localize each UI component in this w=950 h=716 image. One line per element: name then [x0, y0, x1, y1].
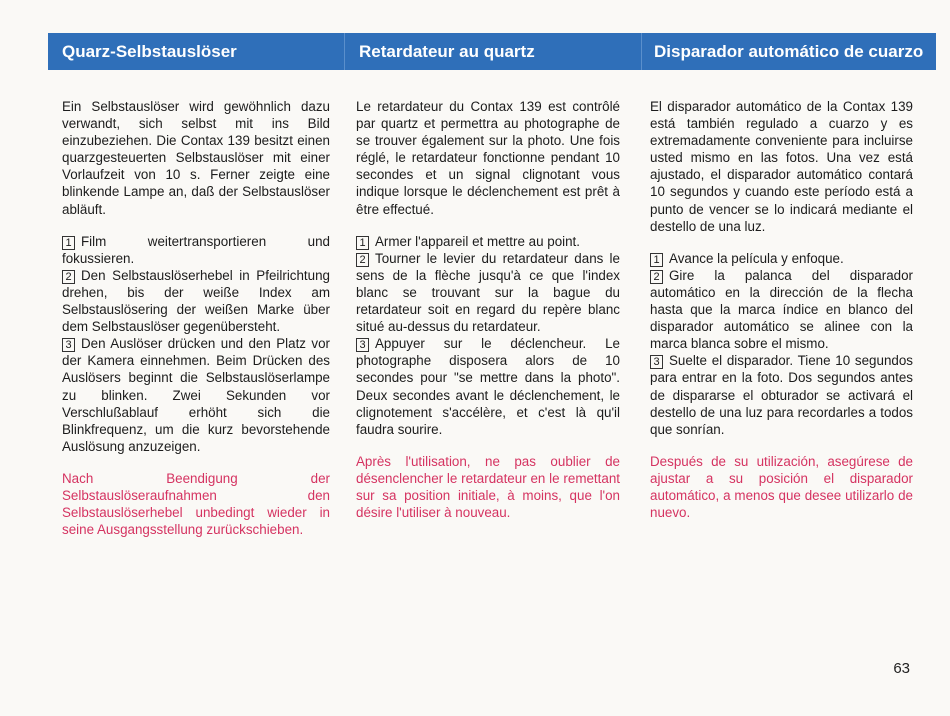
- column-german: [62, 98, 330, 553]
- step-text: Appuyer sur le déclencheur. Le photographe disposera alors de 10 secondes pour "se mettre dans la photo". Deux secondes avant le déclenchement, le clignotement s'accélère, et c'est là qu'il faudra sourire.: [356, 336, 620, 437]
- intro-paragraph: Ein Selbstauslöser wird gewöhnlich dazu verwandt, sich selbst mit ins Bild einzubeziehen. Die Contax 139 besitzt einen quarzgesteuerten Selbstauslöser mit einer Vorlaufzeit von 10 s. Ferner zeigte eine blinkende Lampe an, daß der Selbstauslöser abläuft.: [62, 99, 330, 217]
- header-bar: [48, 33, 936, 70]
- step-text: Den Selbstauslöserhebel in Pfeilrichtung drehen, bis der weiße Index am Selbstauslösering der weißen Marke über dem Selbstauslöser gegenübersteht.: [62, 267, 330, 335]
- step-text: Tourner le levier du retardateur dans le sens de la flèche jusqu'à ce que l'index blanc se trouvant sur la bague du retardateur soit en regard du repère blanc situé au-dessus du retardateur.: [356, 250, 620, 335]
- step-number: 3: [650, 355, 663, 369]
- step-item: [62, 267, 330, 335]
- step-item: [650, 352, 913, 437]
- step-number: 2: [356, 253, 369, 267]
- step-number: 1: [356, 236, 369, 250]
- column-spanish: [650, 98, 913, 536]
- step-text: Gire la palanca del disparador automático en la dirección de la flecha hasta que la marca índice en blanco del disparador automático se alinee con la marca blanca sobre el mismo.: [650, 267, 913, 352]
- step-item: [62, 335, 330, 455]
- page-number: 63: [893, 660, 910, 677]
- step-item: [356, 335, 620, 438]
- step-item: [356, 250, 620, 335]
- step-number: 1: [650, 253, 663, 267]
- steps-list: [62, 233, 330, 455]
- intro-paragraph: El disparador automático de la Contax 139 está también regulado a cuarzo y es extremadamente conveniente para incluirse usted mismo en las fotos. Una vez está ajustado, el disparador automático contará 10 segundos y cuando este período está a punto de vencer se lo indicará mediante el destello de una luz.: [650, 99, 913, 234]
- header-spanish: Disparador automático de cuarzo: [654, 42, 924, 61]
- step-number: 2: [62, 270, 75, 284]
- intro-paragraph: Le retardateur du Contax 139 est contrôlé par quartz et permettra au photographe de se trouver également sur la photo. Une fois réglé, le retardateur fonctionne pendant 10 secondes et un signal clignotant vous indique lorsque le déclenchement est prêt à être effectué.: [356, 99, 620, 217]
- step-text: Film weitertransportieren und fokussieren.: [62, 233, 330, 266]
- step-item: [62, 233, 330, 267]
- steps-list: [356, 233, 620, 438]
- step-item: [650, 267, 913, 352]
- step-text: Suelte el disparador. Tiene 10 segundos para entrar en la foto. Dos segundos antes de dispararse el obturador se activará el destello de una luz para recordarles a todos que sonrían.: [650, 353, 913, 437]
- step-text: Armer l'appareil et mettre au point.: [375, 233, 580, 249]
- header-german: Quarz-Selbstauslöser: [48, 33, 345, 70]
- warning-note: Nach Beendigung der Selbstauslöseraufnahmen den Selbstauslöserhebel unbedingt wieder in seine Ausgangsstellung zurückschieben.: [62, 470, 330, 538]
- header-french: Retardateur au quartz: [345, 33, 642, 70]
- step-number: 3: [356, 338, 369, 352]
- steps-list: [650, 250, 913, 438]
- step-number: 2: [650, 270, 663, 284]
- step-item: [650, 250, 913, 267]
- step-text: Avance la película y enfoque.: [669, 250, 844, 266]
- step-text: Den Auslöser drücken und den Platz vor der Kamera einnehmen. Beim Drücken des Auslösers beginnt die Selbstauslöserlampe zu blinken. Zwei Sekunden vor Verschlußablauf erhöht sich die Blinkfrequenz, um die kurz bevorstehende Auslösung anzuzeigen.: [62, 336, 330, 454]
- warning-note: Après l'utilisation, ne pas oublier de désenclencher le retardateur en le remettant sur sa position initiale, à moins, que l'on désire l'utiliser à nouveau.: [356, 453, 620, 521]
- step-number: 1: [62, 236, 75, 250]
- step-item: [356, 233, 620, 250]
- step-number: 3: [62, 338, 75, 352]
- warning-note: Después de su utilización, asegúrese de ajustar a su posición el disparador automático, a menos que desee utilizarlo de nuevo.: [650, 453, 913, 521]
- column-french: [356, 98, 620, 536]
